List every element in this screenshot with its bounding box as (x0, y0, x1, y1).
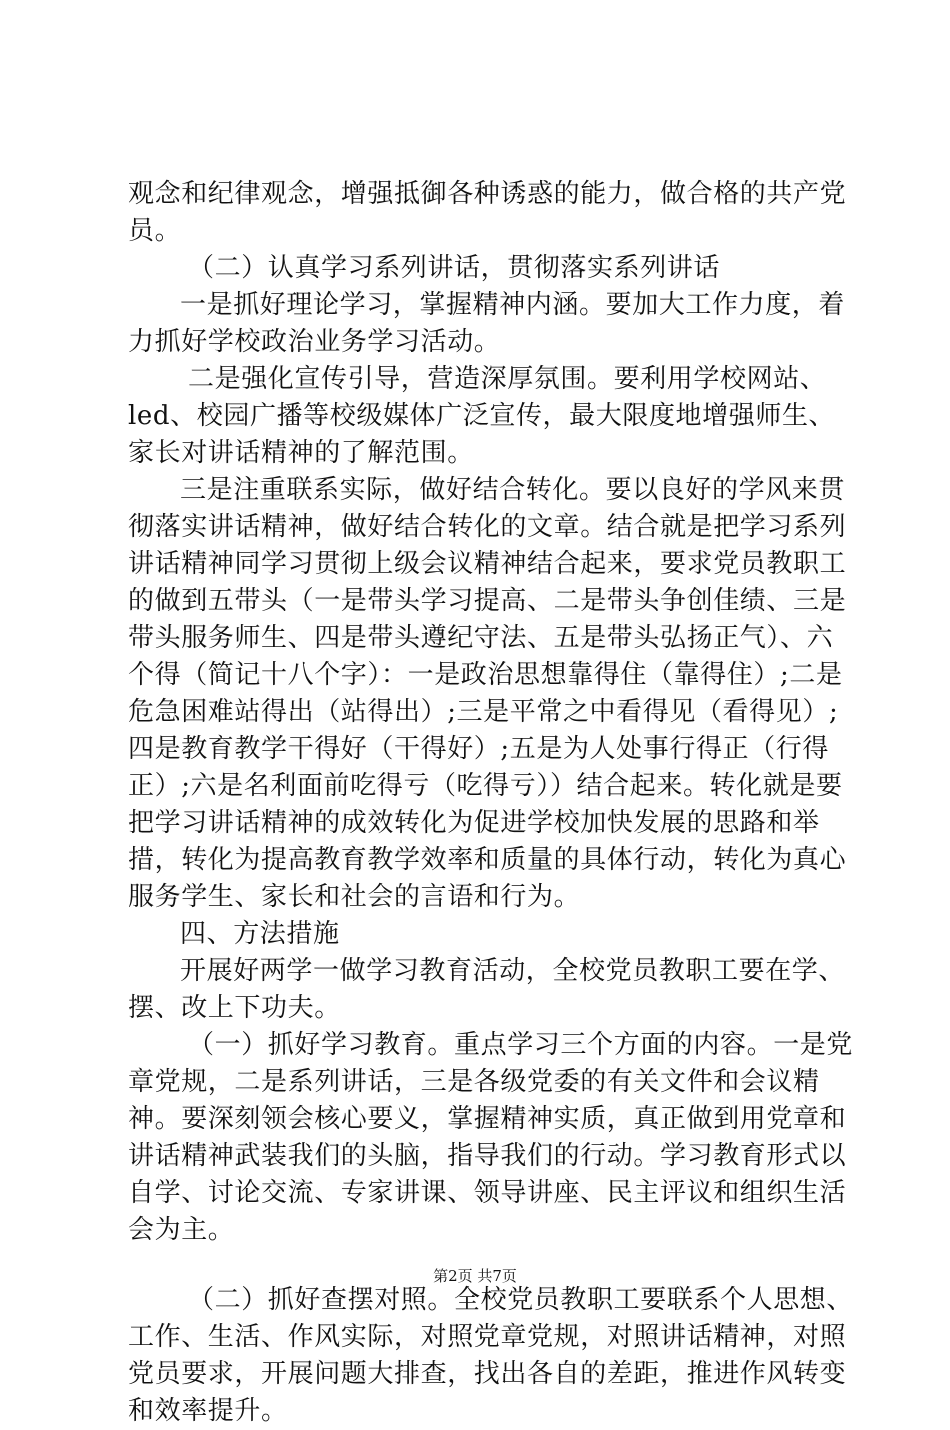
section-heading-study-speeches: （二）认真学习系列讲话，贯彻落实系列讲话 (188, 253, 721, 283)
paragraph-continuation: 观念和纪律观念，增强抵御各种诱惑的能力，做合格的共产党员。 (128, 179, 847, 246)
paragraph-practice: 三是注重联系实际，做好结合转化。要以良好的学风来贯彻落实讲话精神，做好结合转化的文章。结合就是把学习系列讲话精神同学习贯彻上级会议精神结合起来，要求党员教职工的做到五带头（一是带头学习提高、二是带头争创佳绩、三是带头服务师生、四是带头遵纪守法、五是带头弘扬正气）、六个得（简记十八个字）：一是政治思想靠得住（靠得住）;二是危急困难站得出（站得出）;三是平常之中看得见（看得见）;四是教育教学干得好（干得好）;五是为人处事行得正（行得正）;六是名利面前吃得亏（吃得亏））结合起来。转化就是要把学习讲话精神的成效转化为促进学校加快发展的思路和举措，转化为提高教育教学效率和质量的具体行动，转化为真心服务学生、家长和社会的言语和行为。 (128, 475, 847, 912)
paragraph-methods-intro: 开展好两学一做学习教育活动，全校党员教职工要在学、摆、改上下功夫。 (128, 956, 846, 1023)
document-body (128, 176, 853, 1430)
paragraph-theory-study: 一是抓好理论学习，掌握精神内涵。要加大工作力度，着力抓好学校政治业务学习活动。 (128, 290, 846, 357)
paragraph-study-education: （一）抓好学习教育。重点学习三个方面的内容。一是党章党规，二是系列讲话，三是各级党委的有关文件和会议精神。要深刻领会核心要义，掌握精神实质，真正做到用党章和讲话精神武装我们的头脑，指导我们的行动。学习教育形式以自学、讨论交流、专家讲课、领导讲座、民主评议和组织生活会为主。 (128, 1030, 854, 1245)
paragraph-publicity: 二是强化宣传引导，营造深厚氛围。要利用学校网站、led、校园广播等校级媒体广泛宣传，最大限度地增强师生、家长对讲话精神的了解范围。 (128, 364, 836, 468)
page-number-footer: 第2页 共7页 (433, 1267, 517, 1285)
section-heading-methods: 四、方法措施 (180, 919, 340, 949)
paragraph-self-examination: （二）抓好查摆对照。全校党员教职工要联系个人思想、工作、生活、作风实际，对照党章党规，对照讲话精神，对照党员要求，开展问题大排查，找出各自的差距，推进作风转变和效率提升。 (128, 1285, 854, 1426)
